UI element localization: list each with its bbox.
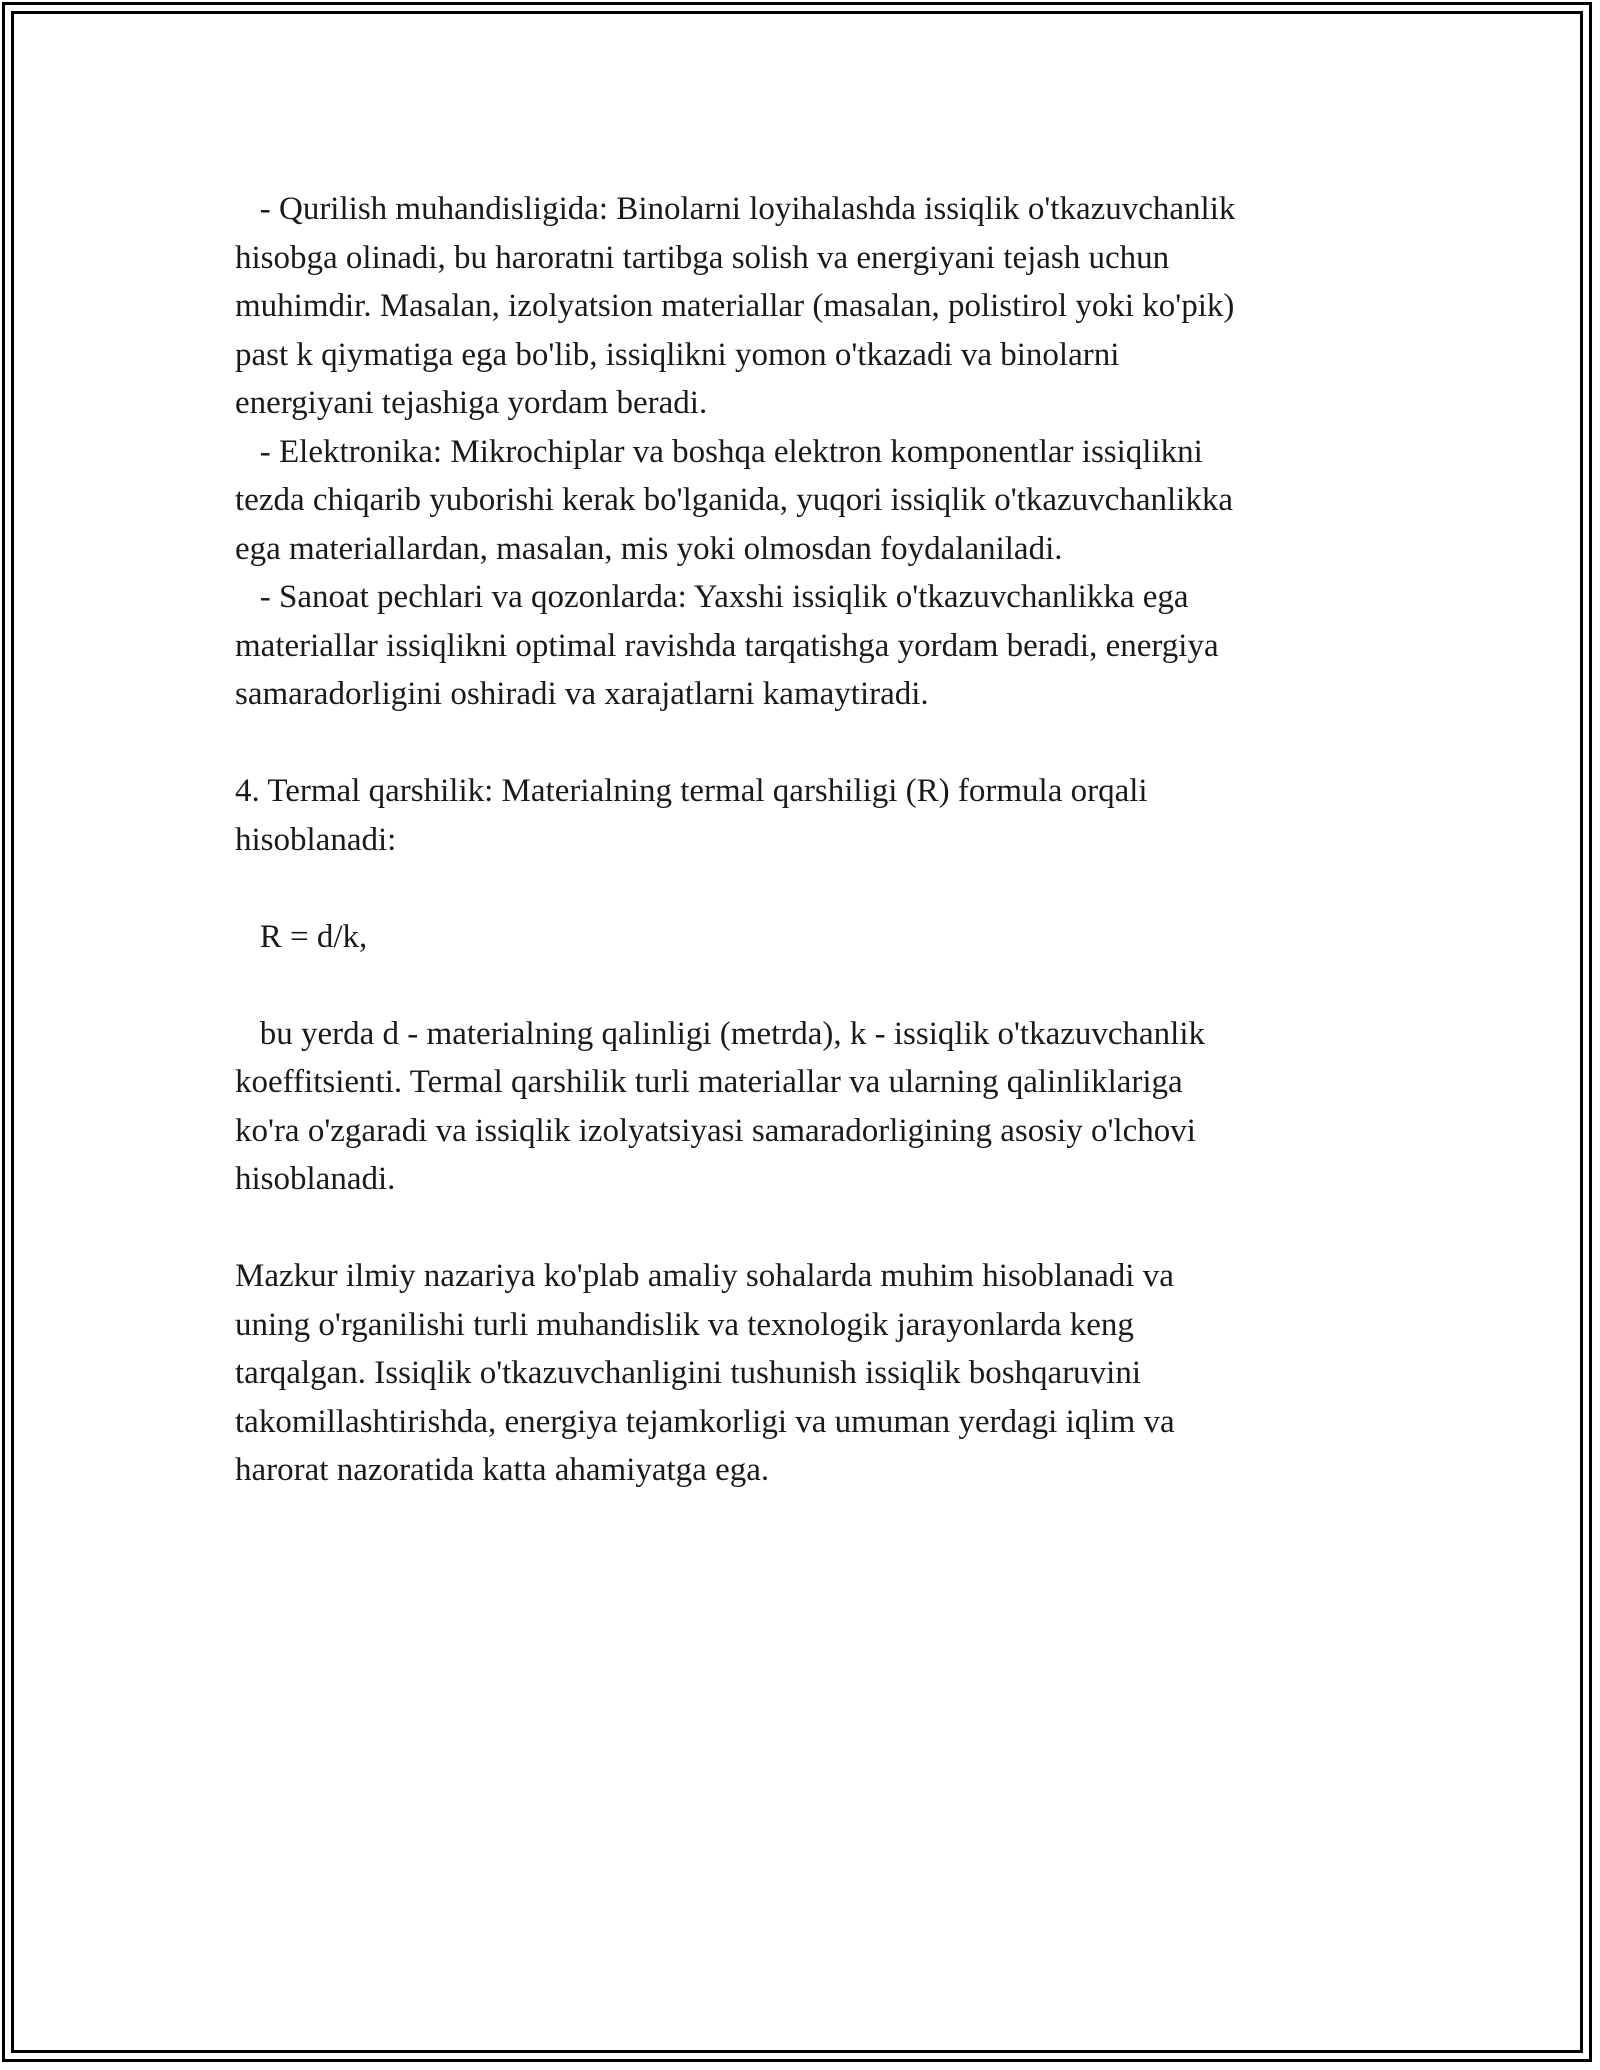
text-line: samaradorligini oshiradi va xarajatlarni kamaytiradi. — [235, 676, 929, 712]
text-line: hisoblanadi: — [235, 821, 397, 858]
text-line: energiyani tejashiga yordam beradi. — [235, 385, 708, 421]
document-body — [235, 185, 1355, 1495]
text-line: muhimdir. Masalan, izolyatsion materiallar (masalan, polistirol yoki ko'pik) — [235, 288, 1235, 324]
text-line: takomillashtirishda, energiya tejamkorligi va umuman yerdagi iqlim va — [235, 1403, 1175, 1440]
text-line: - Elektronika: Mikrochiplar va boshqa elektron komponentlar issiqlikni — [235, 433, 1203, 470]
text-line: - Sanoat pechlari va qozonlarda: Yaxshi issiqlik o'tkazuvchanlikka ega — [235, 579, 1189, 615]
formula-line: R = d/k, — [235, 918, 368, 955]
text-line: koeffitsienti. Termal qarshilik turli materiallar va ularning qalinliklariga — [235, 1064, 1183, 1100]
text-line: tezda chiqarib yuborishi kerak bo'lganida, yuqori issiqlik o'tkazuvchanlikka — [235, 482, 1233, 518]
text-line: materiallar issiqlikni optimal ravishda tarqatishga yordam beradi, energiya — [235, 627, 1219, 664]
text-line: ko'ra o'zgaradi va issiqlik izolyatsiyasi samaradorligining asosiy o'lchovi — [235, 1112, 1196, 1149]
text-line: uning o'rganilishi turli muhandislik va texnologik jarayonlarda keng — [235, 1306, 1134, 1343]
text-line: hisobga olinadi, bu haroratni tartibga solish va energiyani tejash uchun — [235, 239, 1170, 276]
text-line: Mazkur ilmiy nazariya ko'plab amaliy sohalarda muhim hisoblanadi va — [235, 1258, 1174, 1294]
text-line: ega materiallardan, masalan, mis yoki olmosdan foydalaniladi. — [235, 530, 1063, 567]
section-heading-line: 4. Termal qarshilik: Materialning termal qarshiligi (R) formula orqali — [235, 773, 1148, 809]
text-line: - Qurilish muhandisligida: Binolarni loyihalashda issiqlik o'tkazuvchanlik — [235, 191, 1236, 227]
blank-line — [235, 961, 1355, 1010]
blank-line — [235, 719, 1355, 768]
blank-line — [235, 864, 1355, 913]
text-line: harorat nazoratida katta ahamiyatga ega. — [235, 1452, 770, 1488]
text-line: bu yerda d - materialning qalinligi (metrda), k - issiqlik o'tkazuvchanlik — [235, 1015, 1206, 1052]
text-line: past k qiymatiga ega bo'lib, issiqlikni yomon o'tkazadi va binolarni — [235, 336, 1120, 373]
text-line: tarqalgan. Issiqlik o'tkazuvchanligini tushunish issiqlik boshqaruvini — [235, 1355, 1142, 1391]
text-line: hisoblanadi. — [235, 1161, 396, 1197]
blank-line — [235, 1204, 1355, 1253]
